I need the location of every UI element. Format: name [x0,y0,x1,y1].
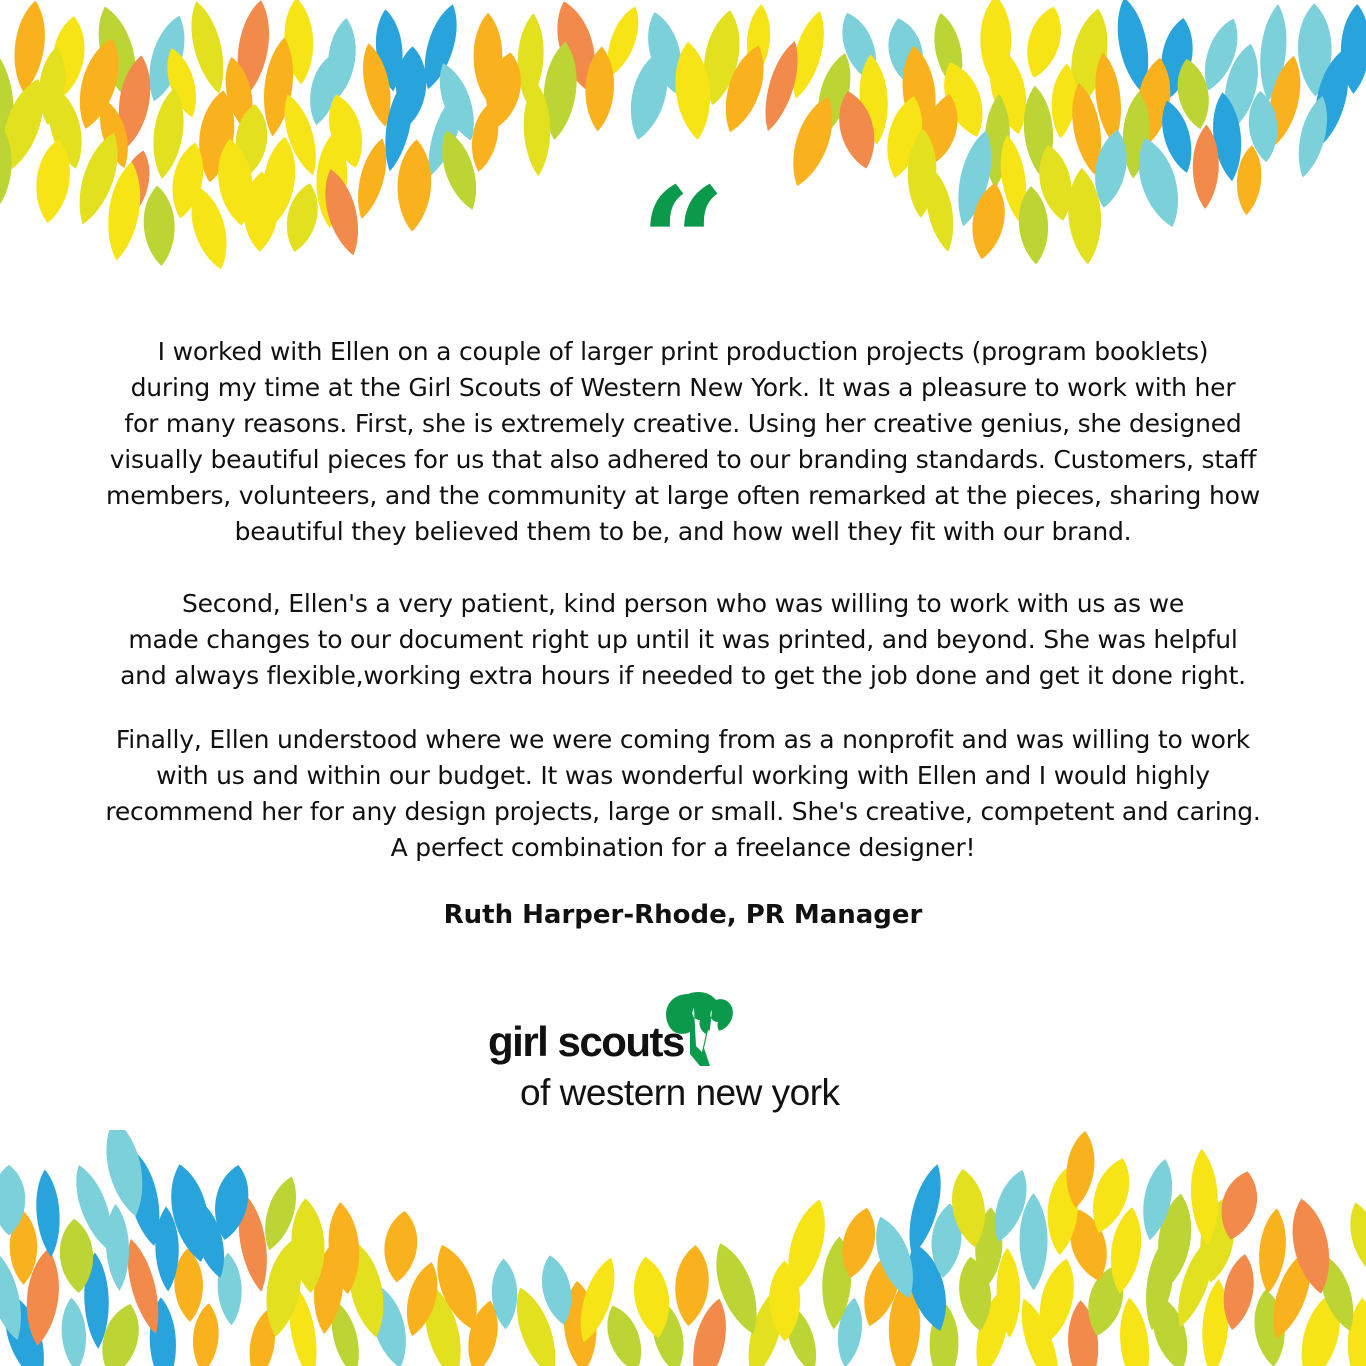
testimonial-paragraph-2: Second, Ellen's a very patient, kind person who was willing to work with us as we made changes to our document right up until it was printed, and beyond. She was helpful and always flexible,working extra hours if needed to get the job done and get it done right. [120,589,1246,690]
leaf-shape [59,1297,88,1366]
leaf-shape [381,1209,421,1284]
testimonial-text [40,334,1326,866]
bottom-leaf-pattern [0,1130,1366,1366]
leaf-shape [1019,2,1069,81]
leaf-shape [33,1169,62,1258]
girl-scouts-logo [486,988,886,1118]
testimonial-paragraph-1: I worked with Ellen on a couple of larger print production projects (program booklets) during my time at the Girl Scouts of Western New York. It was a pleasure to work with her for many reasons. First, she is extremely creative. Using her creative genius, she designed visually beautiful pieces for us that also adhered to our branding standards. Customers, staff members, volunteers, and the community at large often remarked at the pieces, sharing how beautiful they believed them to be, and how well they fit with our brand. [106,337,1260,546]
logo-text-line-2: of western new york [520,1072,840,1113]
signature: Ruth Harper-Rhode, PR Manager [443,900,923,930]
logo-text-line-1: girl scouts [488,1018,684,1065]
leaf-shape [1019,1193,1047,1290]
leaf-pattern-graphic [0,1130,1366,1366]
leaf-shape [1343,1199,1366,1278]
quote-mark-icon: “ [639,155,727,331]
testimonial-paragraph-3: Finally, Ellen understood where we were coming from as a nonprofit and was willing to work with us and within our budget. It was wonderful working with Ellen and I would highly recommend her for any design projects, large or small. She's creative, competent and caring. A perfect combination for a freelance designer! [105,725,1261,862]
